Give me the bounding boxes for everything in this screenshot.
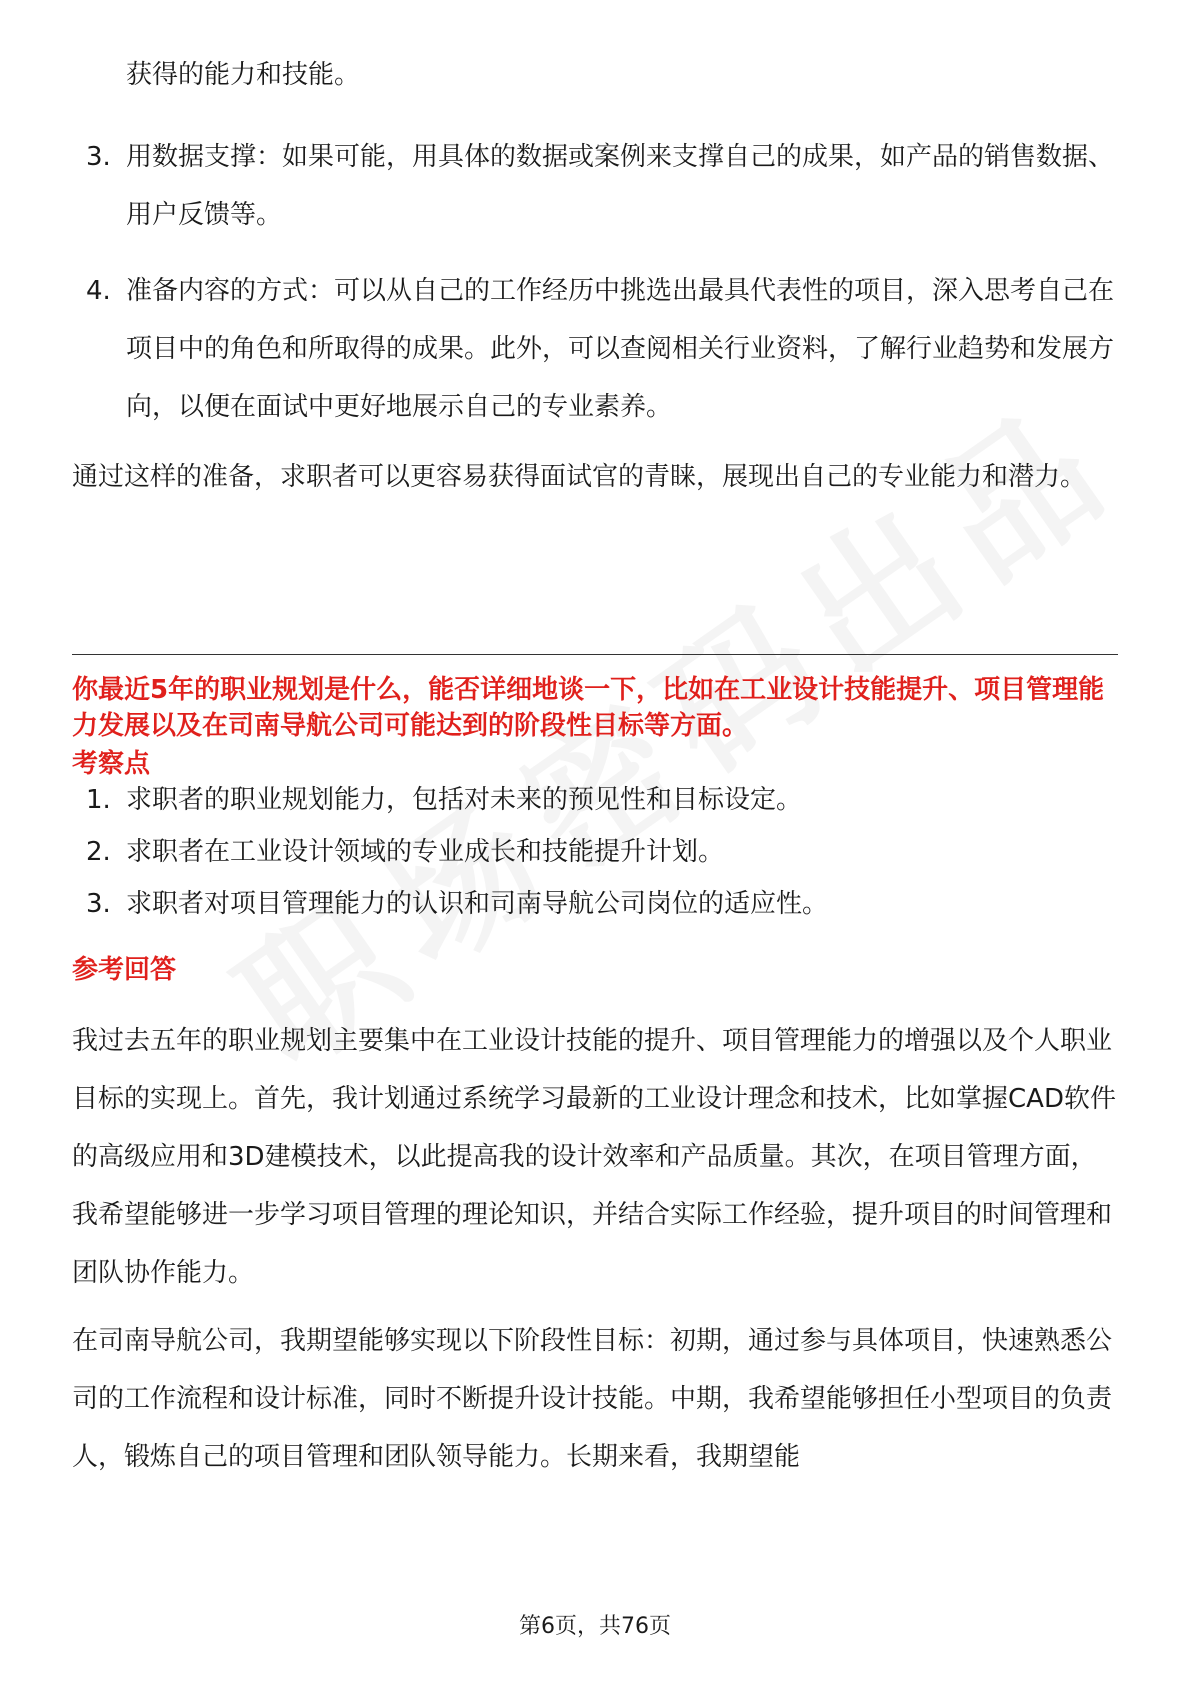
summary-paragraph: 通过这样的准备，求职者可以更容易获得面试官的青睐，展现出自己的专业能力和潜力。 xyxy=(72,462,1087,492)
list-text: 求职者对项目管理能力的认识和司南导航公司岗位的适应性。 xyxy=(126,889,829,919)
list-number: 3. xyxy=(86,889,111,919)
list-text: 求职者的职业规划能力，包括对未来的预见性和目标设定。 xyxy=(126,785,803,815)
focus-item xyxy=(86,834,1118,870)
section-divider xyxy=(72,654,1118,655)
list-number: 3. xyxy=(86,142,111,172)
list-text: 用数据支撑：如果可能，用具体的数据或案例来支撑自己的成果，如产品的销售数据、用户反馈等。 xyxy=(126,142,1115,230)
previous-item-continuation: 获得的能力和技能。 xyxy=(126,60,361,90)
answer-heading: 参考回答 xyxy=(72,955,177,985)
list-text: 准备内容的方式：可以从自己的工作经历中挑选出最具代表性的项目，深入思考自己在项目中的角色和所取得的成果。此外，可以查阅相关行业资料，了解行业趋势和发展方向，以便在面试中更好地展示自己的专业素养。 xyxy=(126,276,1115,422)
focus-item xyxy=(86,886,1118,922)
page-footer: 第6页，共76页 xyxy=(519,1614,671,1639)
focus-heading: 考察点 xyxy=(72,749,151,779)
list-number: 1. xyxy=(86,785,111,815)
tip-item xyxy=(86,262,1118,436)
focus-item xyxy=(86,782,1118,818)
list-number: 2. xyxy=(86,837,111,867)
list-text: 求职者在工业设计领域的专业成长和技能提升计划。 xyxy=(126,837,725,867)
tip-item xyxy=(86,128,1118,244)
interview-question: 你最近5年的职业规划是什么，能否详细地谈一下，比如在工业设计技能提升、项目管理能力发展以及在司南导航公司可能达到的阶段性目标等方面。 xyxy=(72,675,1105,741)
list-number: 4. xyxy=(86,276,111,306)
answer-paragraph: 在司南导航公司，我期望能够实现以下阶段性目标：初期，通过参与具体项目，快速熟悉公司的工作流程和设计标准，同时不断提升设计技能。中期，我希望能够担任小型项目的负责人，锻炼自己的项目管理和团队领导能力。长期来看，我期望能 xyxy=(72,1326,1113,1472)
answer-paragraph: 我过去五年的职业规划主要集中在工业设计技能的提升、项目管理能力的增强以及个人职业目标的实现上。首先，我计划通过系统学习最新的工业设计理念和技术，比如掌握CAD软件的高级应用和3D建模技术，以此提高我的设计效率和产品质量。其次，在项目管理方面，我希望能够进一步学习项目管理的理论知识，并结合实际工作经验，提升项目的时间管理和团队协作能力。 xyxy=(72,1026,1116,1288)
